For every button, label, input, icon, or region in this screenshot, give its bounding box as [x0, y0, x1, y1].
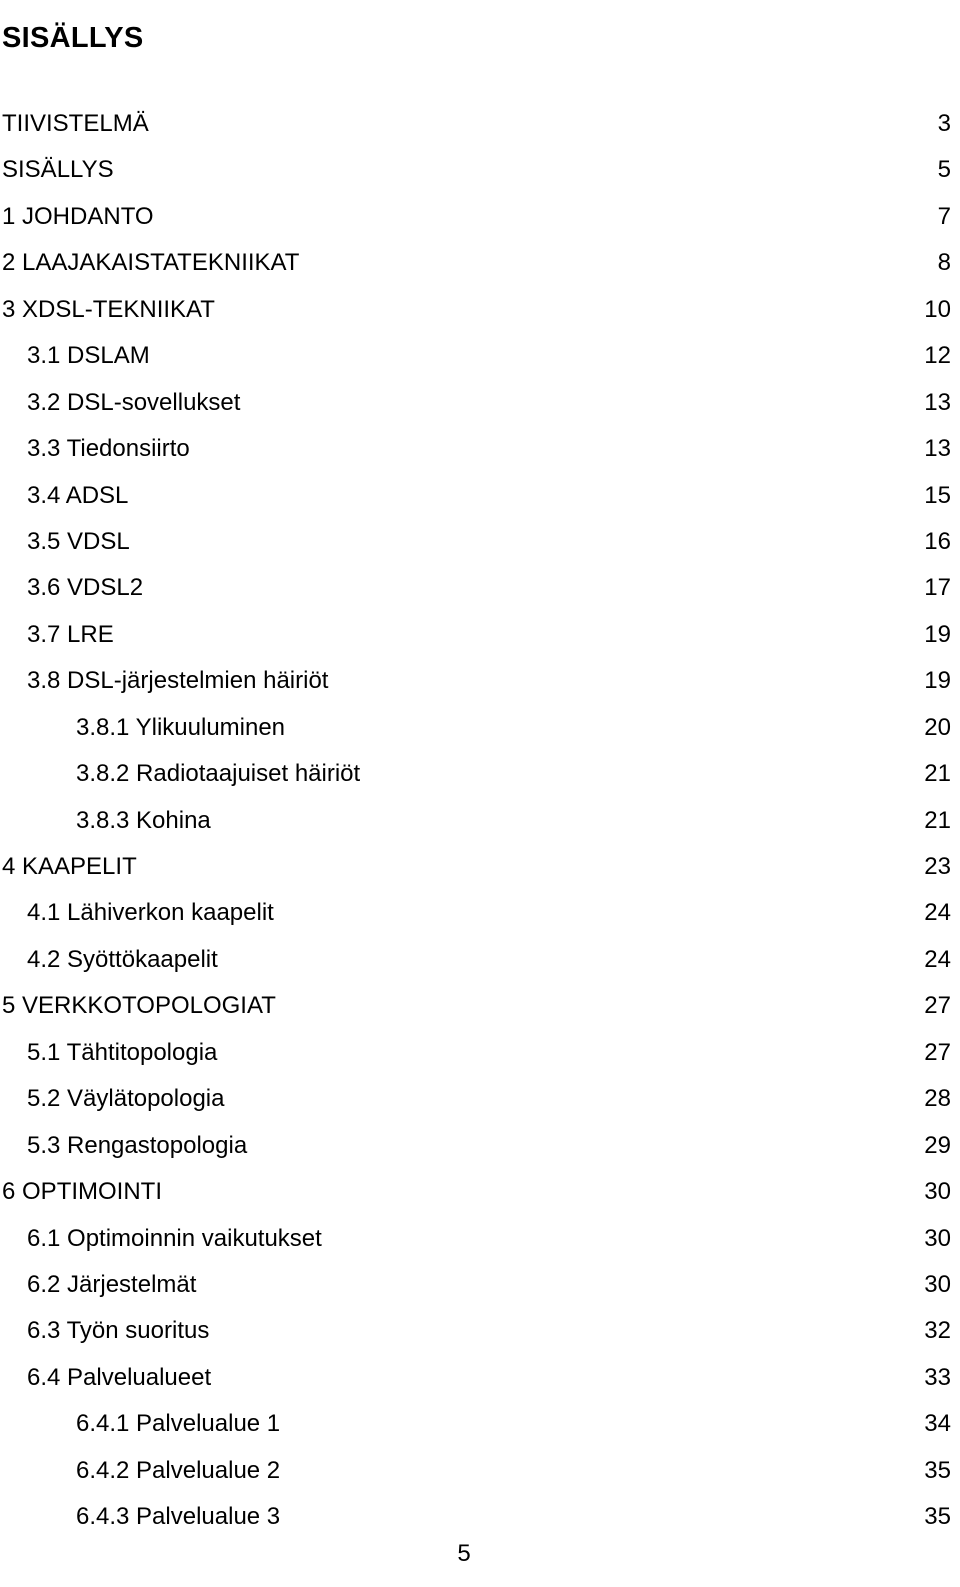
toc-entry-label: 3.8.2 Radiotaajuiset häiriöt	[76, 760, 361, 788]
toc-entry[interactable]	[0, 1308, 960, 1354]
toc-entry-label: 4.2 Syöttökaapelit	[27, 945, 218, 973]
toc-entry[interactable]	[0, 1123, 960, 1169]
toc-entry[interactable]	[0, 751, 960, 797]
toc-entry-page-number: 30	[924, 1270, 951, 1298]
toc-entry-page-number: 32	[924, 1317, 951, 1345]
toc-entry[interactable]	[0, 705, 960, 751]
toc-entry-label: 3.6 VDSL2	[27, 574, 144, 602]
toc-entry[interactable]	[0, 380, 960, 426]
toc-entry-page-number: 13	[924, 388, 951, 416]
toc-entry[interactable]	[0, 194, 960, 240]
toc-entry[interactable]	[0, 426, 960, 472]
toc-entry-page-number: 19	[924, 667, 951, 695]
toc-entry-page-number: 8	[937, 249, 951, 277]
toc-entry-label: 3.8.3 Kohina	[76, 806, 211, 834]
toc-entry[interactable]	[0, 565, 960, 611]
toc-entry-page-number: 21	[924, 806, 951, 834]
toc-entry-label: 2 LAAJAKAISTATEKNIIKAT	[2, 249, 300, 277]
toc-entry-page-number: 27	[924, 992, 951, 1020]
toc-entry-page-number: 21	[924, 760, 951, 788]
toc-entry-page-number: 12	[924, 342, 951, 370]
toc-entry[interactable]	[0, 1262, 960, 1308]
toc-entry[interactable]	[0, 101, 960, 147]
toc-entry-page-number: 17	[924, 574, 951, 602]
toc-entry-label: 3 XDSL-TEKNIIKAT	[2, 295, 215, 323]
toc-entry-label: 3.8 DSL-järjestelmien häiriöt	[27, 667, 329, 695]
toc-entry[interactable]	[0, 1401, 960, 1447]
toc-entry-page-number: 13	[924, 435, 951, 463]
toc-entry-page-number: 16	[924, 527, 951, 555]
toc-entry-page-number: 10	[924, 295, 951, 323]
toc-entry-page-number: 33	[924, 1363, 951, 1391]
toc-entry-page-number: 19	[924, 620, 951, 648]
toc-entry[interactable]	[0, 844, 960, 890]
toc-entry-label: SISÄLLYS	[2, 156, 114, 184]
page-title: SISÄLLYS	[2, 22, 144, 55]
toc-entry-label: 3.8.1 Ylikuuluminen	[76, 713, 286, 741]
toc-entry-label: 6.4.1 Palvelualue 1	[76, 1410, 281, 1438]
toc-entry[interactable]	[0, 937, 960, 983]
toc-entry-label: 4 KAAPELIT	[2, 853, 137, 880]
toc-entry-label: 3.3 Tiedonsiirto	[27, 435, 190, 463]
toc-entry[interactable]	[0, 798, 960, 844]
toc-entry-page-number: 24	[924, 945, 951, 973]
toc-entry[interactable]	[0, 1216, 960, 1262]
toc-entry-label: 6.4.2 Palvelualue 2	[76, 1456, 281, 1484]
toc-entry-label: 5 VERKKOTOPOLOGIAT	[2, 992, 276, 1020]
toc-entry[interactable]	[0, 1076, 960, 1122]
toc-entry[interactable]	[0, 1494, 960, 1540]
toc-entry-page-number: 23	[924, 853, 951, 880]
toc-entry[interactable]	[0, 333, 960, 379]
toc-entry[interactable]	[0, 287, 960, 333]
toc-entry-page-number: 35	[924, 1456, 951, 1484]
toc-entry[interactable]	[0, 1355, 960, 1401]
toc-entry-label: 6.4 Palvelualueet	[27, 1363, 212, 1391]
toc-entry-label: 3.2 DSL-sovellukset	[27, 388, 241, 416]
toc-entry[interactable]	[0, 1448, 960, 1494]
toc-entry-label: 4.1 Lähiverkon kaapelit	[27, 899, 274, 927]
toc-entry-label: 6.3 Työn suoritus	[27, 1317, 210, 1345]
toc-entry-page-number: 24	[924, 899, 951, 927]
toc-entry-label: 3.1 DSLAM	[27, 342, 150, 370]
toc-entry[interactable]	[0, 612, 960, 658]
toc-entry-page-number: 35	[924, 1503, 951, 1531]
toc-entry-page-number: 34	[924, 1410, 951, 1438]
toc-entry-page-number: 5	[937, 156, 951, 184]
toc-entry-page-number: 20	[924, 713, 951, 741]
table-of-contents	[0, 101, 960, 1541]
toc-entry-label: 6 OPTIMOINTI	[2, 1178, 163, 1206]
toc-entry-page-number: 15	[924, 481, 951, 509]
toc-entry-label: 5.2 Väylätopologia	[27, 1085, 225, 1113]
toc-entry[interactable]	[0, 1030, 960, 1076]
toc-entry-label: 3.5 VDSL	[27, 527, 130, 555]
toc-entry-label: 6.1 Optimoinnin vaikutukset	[27, 1224, 322, 1252]
toc-entry[interactable]	[0, 890, 960, 936]
toc-entry[interactable]	[0, 1169, 960, 1215]
toc-entry-label: 6.4.3 Palvelualue 3	[76, 1503, 281, 1531]
page-number: 5	[457, 1540, 471, 1567]
toc-entry[interactable]	[0, 519, 960, 565]
toc-entry-page-number: 29	[924, 1131, 951, 1159]
toc-entry-label: 3.4 ADSL	[27, 481, 129, 509]
toc-entry-page-number: 3	[937, 110, 951, 137]
toc-entry[interactable]	[0, 983, 960, 1029]
toc-entry-label: 6.2 Järjestelmät	[27, 1270, 197, 1298]
toc-entry[interactable]	[0, 240, 960, 286]
toc-entry-label: 5.1 Tähtitopologia	[27, 1038, 218, 1066]
toc-entry-page-number: 28	[924, 1085, 951, 1113]
toc-entry[interactable]	[0, 473, 960, 519]
toc-entry-page-number: 27	[924, 1038, 951, 1066]
toc-entry-label: TIIVISTELMÄ	[2, 110, 149, 137]
toc-entry[interactable]	[0, 147, 960, 193]
toc-entry-page-number: 30	[924, 1178, 951, 1206]
toc-entry-page-number: 30	[924, 1224, 951, 1252]
toc-entry-page-number: 7	[937, 202, 951, 230]
toc-entry-label: 5.3 Rengastopologia	[27, 1131, 248, 1159]
toc-entry[interactable]	[0, 658, 960, 704]
toc-entry-label: 3.7 LRE	[27, 620, 114, 648]
toc-entry-label: 1 JOHDANTO	[2, 202, 154, 230]
